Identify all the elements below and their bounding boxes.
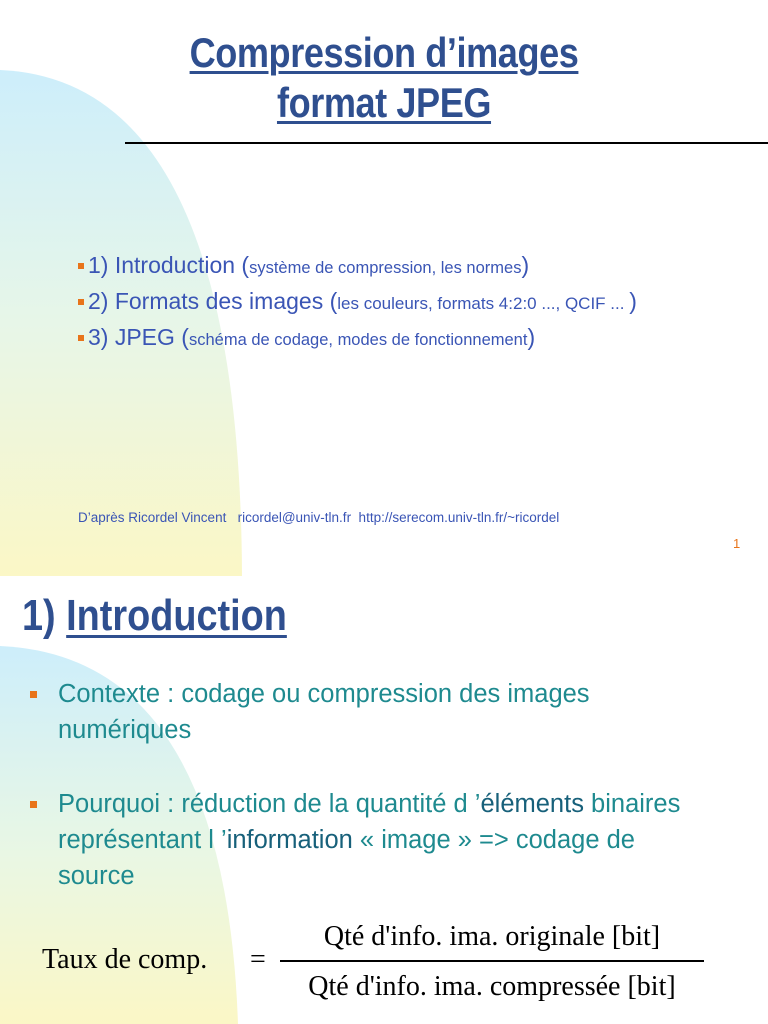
bullet-square-icon <box>78 335 84 341</box>
formula-left: Taux de comp. <box>42 944 208 975</box>
bullet-list <box>28 676 718 894</box>
author-credit: D’après Ricordel Vincent ricordel@univ-tln.fr http://serecom.univ-tln.fr/~ricordel <box>78 510 560 525</box>
bullet-square-icon <box>30 691 37 698</box>
slide-title: Compression d’images format JPEG <box>189 29 579 126</box>
fraction-bar <box>280 960 704 962</box>
table-of-contents <box>78 250 637 358</box>
formula-denominator: Qté d'info. ima. compressée [bit] <box>308 971 676 1002</box>
formula-equals: = <box>250 944 266 975</box>
formula-numerator: Qté d'info. ima. originale [bit] <box>323 921 661 952</box>
bullet-square-icon <box>78 263 84 269</box>
page-number: 1 <box>733 536 741 551</box>
section-title: 1) Introduction <box>22 591 287 640</box>
bullet-pourquoi: Pourquoi : réduction de la quantité d ’éléments binaires représentant l ’information « image » => codage de source <box>28 786 718 894</box>
bullet-square-icon <box>30 801 37 808</box>
slide-2 <box>0 576 768 1024</box>
title-divider <box>125 142 768 144</box>
toc-item-introduction: 1) Introduction (système de compression, les normes) <box>78 250 637 286</box>
formula-fraction <box>280 920 704 1004</box>
toc-item-formats: 2) Formats des images (les couleurs, formats 4:2:0 ..., QCIF ... ) <box>78 286 637 322</box>
bullet-square-icon <box>78 299 84 305</box>
bullet-contexte: Contexte : codage ou compression des images numériques <box>28 676 718 748</box>
toc-item-jpeg: 3) JPEG (schéma de codage, modes de fonctionnement) <box>78 322 637 358</box>
